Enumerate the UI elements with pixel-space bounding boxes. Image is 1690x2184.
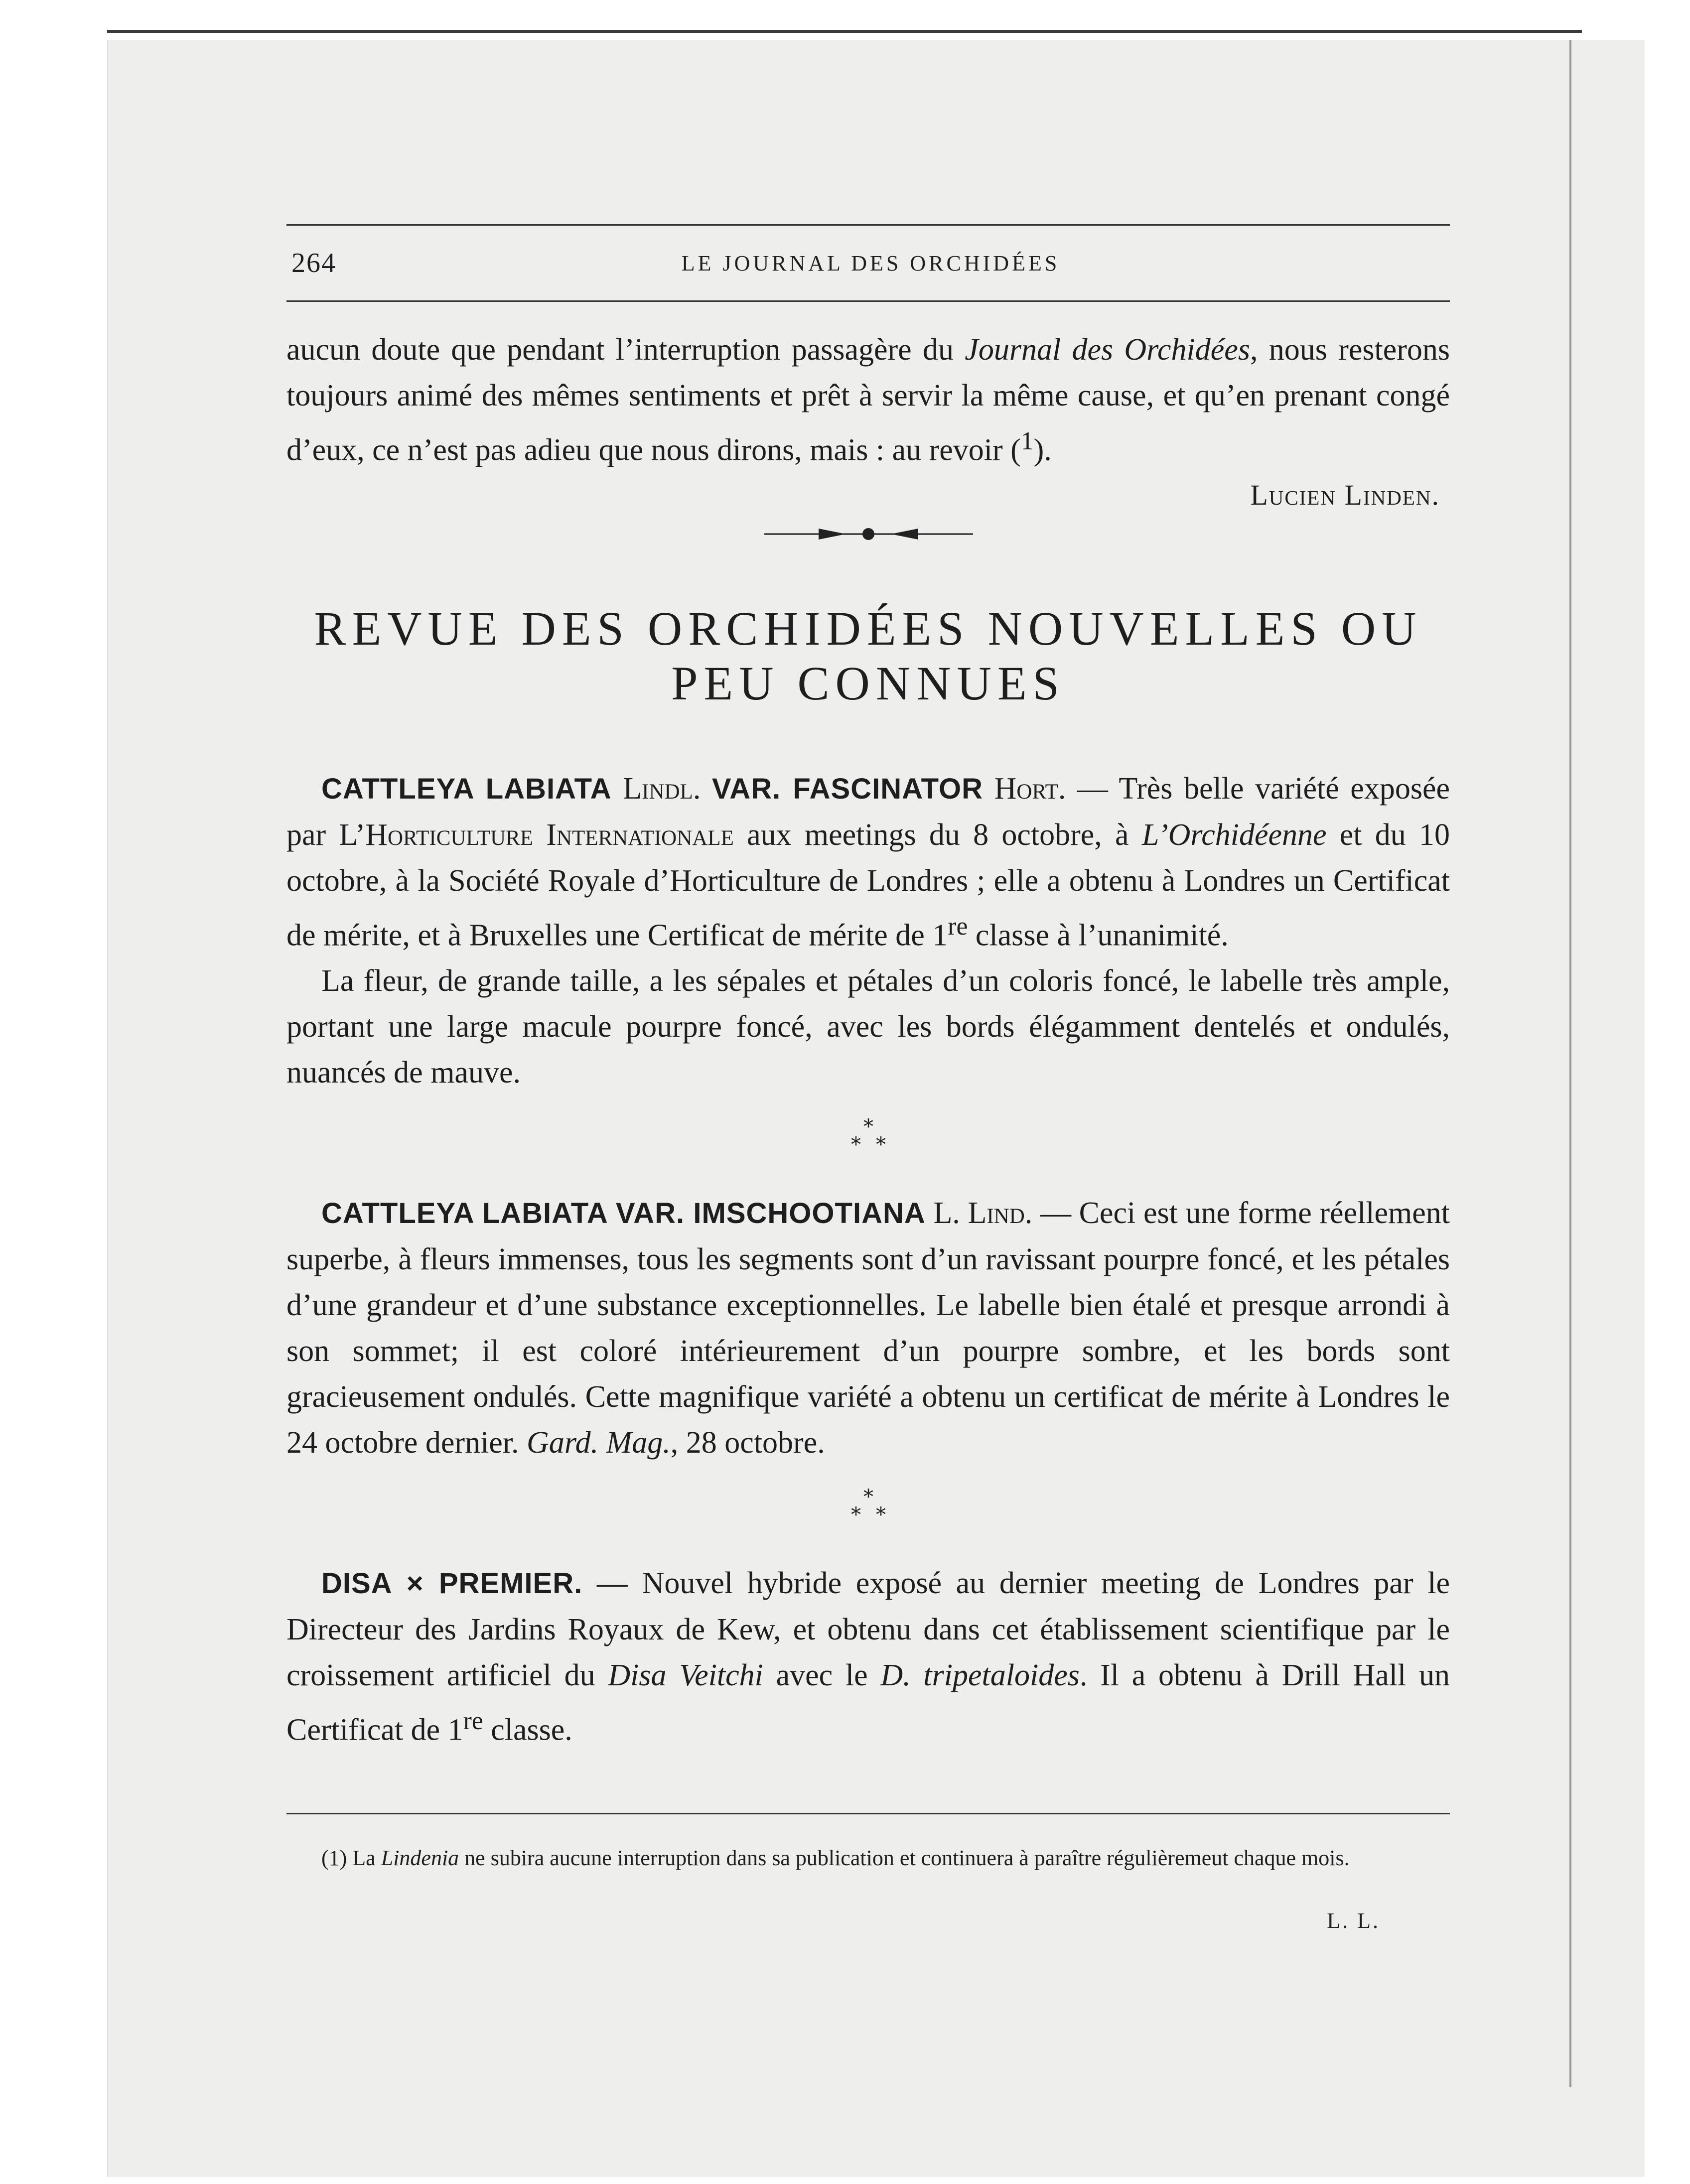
ornament-icon [764, 522, 973, 546]
svg-text:*: * [863, 1115, 873, 1139]
society-name: L’Orchidéenne [1141, 818, 1327, 852]
running-title: LE JOURNAL DES ORCHIDÉES [681, 251, 1060, 275]
entry-cattleya-fascinator-description: La fleur, de grande taille, a les sépales et pétales d’un coloris foncé, le labelle très ample, portant une large macule pourpre foncé, avec les bords élégamment dentelés et ondulés, nuancés de mauve. [286, 964, 1450, 1090]
source-citation: Gard. Mag. [527, 1426, 671, 1460]
page-column [286, 224, 1450, 1940]
entry-authority: L. Lind. [933, 1196, 1033, 1230]
entry-authority: Lindl. [623, 771, 701, 806]
exhibitor-name: L’Horticulture Internationale [339, 818, 734, 852]
entry-title-variety: VAR. FASCINATOR [711, 772, 984, 805]
species-name: Disa Veitchi [608, 1658, 763, 1693]
svg-text:*: * [850, 1133, 861, 1157]
entry-text: — Nouvel hybride exposé au dernier meeting de Londres par le Directeur des Jardins Royaux de Kew, et obtenu dans cet établissement scientifique par le croissement artificiel du [286, 1566, 1450, 1693]
intro-text-2: , nous resterons toujours animé des mêmes sentiments et prêt à servir la même cause, et qu’en prenant congé d’eux, ce n’est pas adieu que nous dirons, mais : au revoir ( [286, 333, 1450, 467]
entry-disa-premier [286, 1560, 1450, 1753]
entry-text: classe. [483, 1713, 572, 1747]
entry-cattleya-imschootiana [286, 1190, 1450, 1466]
section-heading-line-2: PEU CONNUES [671, 656, 1065, 710]
entry-text: et du 10 octobre, à la Société Royale d’Horticulture de Londres ; elle a obtenu à Londres un Certificat de mérite, et à Bruxelles une Certificat de mérite de 1 [286, 818, 1450, 953]
intro-text-1: aucun doute que pendant l’interruption passagère du [286, 333, 965, 367]
footnote [286, 1839, 1450, 1877]
page-number: 264 [291, 248, 336, 278]
entry-text: avec le [763, 1658, 881, 1693]
entry-text: aux meetings du 8 octobre, à [733, 818, 1142, 852]
intro-paragraph [286, 327, 1450, 473]
footnote-reference: 1 [1020, 427, 1034, 455]
entry-text: — Très belle variété exposée par [286, 771, 1450, 852]
ordinal-suffix: re [948, 912, 968, 941]
footnote-text: ne subira aucune interruption dans sa publication et continuera à paraître régulièremeut chaque mois. [459, 1845, 1350, 1870]
asterism-divider [286, 1115, 1450, 1160]
svg-text:*: * [863, 1486, 873, 1509]
entry-title: DISA × PREMIER. [321, 1567, 583, 1600]
publication-name: Lindenia [381, 1845, 459, 1870]
asterism-icon [839, 1486, 898, 1530]
svg-text:*: * [875, 1133, 886, 1157]
ornament-divider [286, 522, 1450, 546]
entry-text: classe à l’unanimité. [968, 918, 1229, 953]
section-heading [286, 601, 1450, 711]
entry-text: — Ceci est une forme réellement superbe, à fleurs immenses, tous les segments sont d’un ravissant pourpre foncé, et les pétales d’une grandeur et d’une substance exceptionnelles. Le labelle bien étalé et presque arrondi à son sommet; il est coloré intérieurement d’un pourpre sombre, et les bords sont gracieusement ondulés. Cette magnifique variété a obtenu un certificat de mérite à Londres le 24 octobre dernier. [286, 1196, 1450, 1460]
header-bottom-rule [286, 300, 1450, 302]
ordinal-suffix: re [463, 1707, 483, 1736]
svg-text:*: * [850, 1503, 861, 1527]
entry-text: . Il a obtenu à Drill Hall un Certificat de 1 [286, 1658, 1450, 1747]
entry-title: CATTLEYA LABIATA [321, 772, 612, 805]
asterism-icon [839, 1115, 898, 1160]
section-heading-line-1: REVUE DES ORCHIDÉES NOUVELLES OU [314, 601, 1422, 655]
footnote-rule [286, 1813, 1450, 1814]
journal-title: Journal des Orchidées [965, 333, 1250, 367]
entry-authority-variety: Hort. [994, 771, 1066, 806]
signature: Lucien Linden. [1250, 478, 1440, 511]
asterism-divider [286, 1486, 1450, 1530]
svg-text:*: * [875, 1503, 886, 1527]
entry-text: , 28 octobre. [670, 1426, 825, 1460]
running-header [286, 226, 1450, 300]
footnote-signature: L. L. [1327, 1908, 1380, 1933]
entry-title: CATTLEYA LABIATA VAR. IMSCHOOTIANA [321, 1197, 926, 1230]
intro-text-3: ). [1033, 433, 1052, 467]
scan-right-edge [1569, 40, 1571, 2087]
entry-cattleya-fascinator [286, 766, 1450, 958]
footnote-marker: (1) La [321, 1845, 381, 1870]
scan-top-edge [107, 30, 1582, 33]
species-name: D. tripetaloides [880, 1658, 1080, 1693]
